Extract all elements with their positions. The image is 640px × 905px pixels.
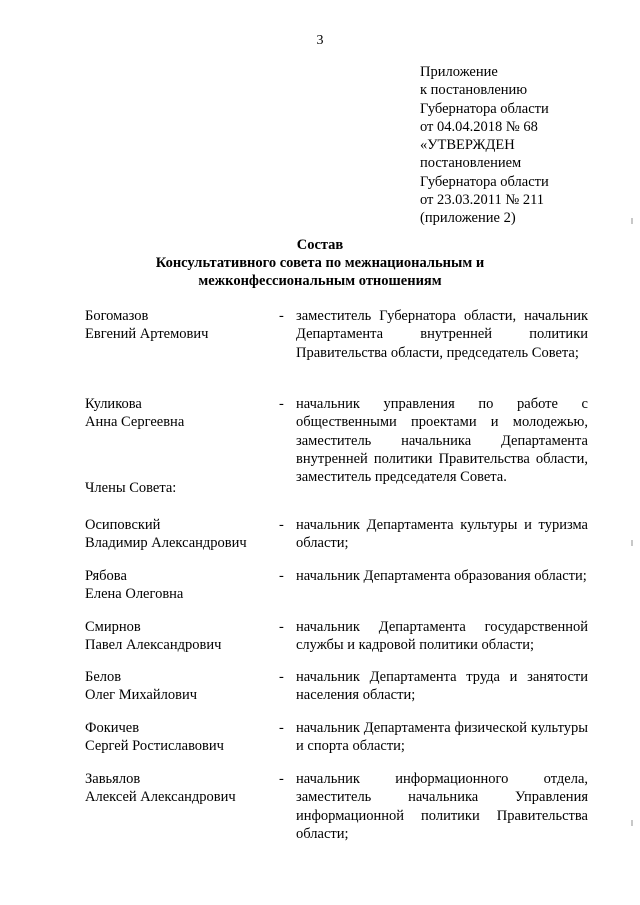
member-surname: Фокичев	[85, 720, 140, 736]
member-position: начальник информационного отдела, заместитель начальника Управления информационной политики Правительства области;	[296, 771, 588, 842]
member-given-names: Алексей Александрович	[85, 789, 236, 806]
member-entry	[85, 395, 588, 486]
dash-separator: -	[279, 669, 284, 685]
member-given-names: Павел Александрович	[85, 637, 222, 654]
member-surname: Богомазов	[85, 308, 149, 324]
scan-margin-mark	[631, 218, 633, 224]
member-list	[85, 516, 588, 553]
member-list	[85, 567, 588, 603]
member-given-names: Сергей Ростиславович	[85, 738, 224, 755]
page-number: 3	[316, 33, 324, 48]
member-surname: Осиповский	[85, 517, 161, 533]
member-given-names: Олег Михайлович	[85, 687, 198, 704]
appendix-line: Приложение	[420, 64, 498, 80]
member-position: заместитель Губернатора области, начальник Департамента внутренней политики Правительства области, председатель Совета;	[296, 308, 588, 361]
member-name	[85, 770, 275, 807]
dash-separator: -	[279, 568, 284, 584]
member-list	[85, 719, 588, 756]
member-position: начальник Департамента труда и занятости населения области;	[296, 669, 588, 704]
member-name	[85, 307, 275, 344]
member-list	[85, 668, 588, 705]
member-name	[85, 395, 275, 432]
appendix-block	[420, 63, 630, 228]
dash-separator: -	[279, 771, 284, 787]
document-title	[0, 236, 640, 290]
member-name	[85, 618, 275, 655]
member-given-names: Владимир Александрович	[85, 535, 247, 552]
member-list	[85, 618, 588, 655]
member-entry	[85, 516, 588, 553]
member-name	[85, 516, 275, 553]
member-entry	[85, 668, 588, 705]
member-given-names: Елена Олеговна	[85, 586, 184, 603]
member-entry	[85, 719, 588, 756]
member-given-names: Евгений Артемович	[85, 326, 209, 343]
appendix-line: «УТВЕРЖДЕН	[420, 137, 515, 154]
member-entry	[85, 567, 588, 603]
scan-margin-mark	[631, 820, 633, 826]
member-surname: Белов	[85, 669, 122, 685]
member-position: начальник Департамента государственной службы и кадровой политики области;	[296, 619, 588, 654]
appendix-line: постановлением	[420, 155, 522, 172]
dash-separator: -	[279, 308, 284, 324]
member-surname: Смирнов	[85, 619, 141, 635]
leadership-list	[85, 395, 588, 486]
member-entry	[85, 618, 588, 655]
member-entry	[85, 307, 588, 362]
appendix-line: (приложение 2)	[420, 210, 516, 227]
member-surname: Рябова	[85, 568, 127, 584]
member-given-names: Анна Сергеевна	[85, 414, 185, 431]
title-line: Состав	[296, 237, 344, 253]
appendix-line: к постановлению	[420, 82, 528, 99]
scan-margin-mark	[631, 540, 633, 546]
dash-separator: -	[279, 720, 284, 736]
title-line: Консультативного совета по межнациональным и	[155, 255, 485, 271]
dash-separator: -	[279, 396, 284, 412]
member-list	[85, 770, 588, 843]
member-name	[85, 719, 275, 756]
member-position: начальник управления по работе с общественными проектами и молодежью, заместитель начальника Департамента внутренней политики Правительства области, заместитель председателя Совета.	[296, 396, 588, 486]
member-position: начальник Департамента образования области;	[296, 568, 587, 584]
dash-separator: -	[279, 517, 284, 533]
member-surname: Куликова	[85, 396, 142, 412]
appendix-line: Губернатора области	[420, 100, 549, 117]
member-position: начальник Департамента физической культуры и спорта области;	[296, 720, 588, 755]
member-surname: Завьялов	[85, 771, 141, 787]
member-name	[85, 668, 275, 705]
member-entry	[85, 770, 588, 843]
appendix-line: от 04.04.2018 № 68	[420, 118, 538, 135]
members-label: Члены Совета:	[85, 480, 177, 496]
member-name	[85, 567, 275, 604]
appendix-line: от 23.03.2011 № 211	[420, 192, 545, 209]
title-line: межконфессиональным отношениям	[198, 273, 442, 289]
dash-separator: -	[279, 619, 284, 635]
appendix-line: Губернатора области	[420, 173, 549, 190]
leadership-list	[85, 307, 588, 362]
member-position: начальник Департамента культуры и туризма области;	[296, 517, 588, 552]
